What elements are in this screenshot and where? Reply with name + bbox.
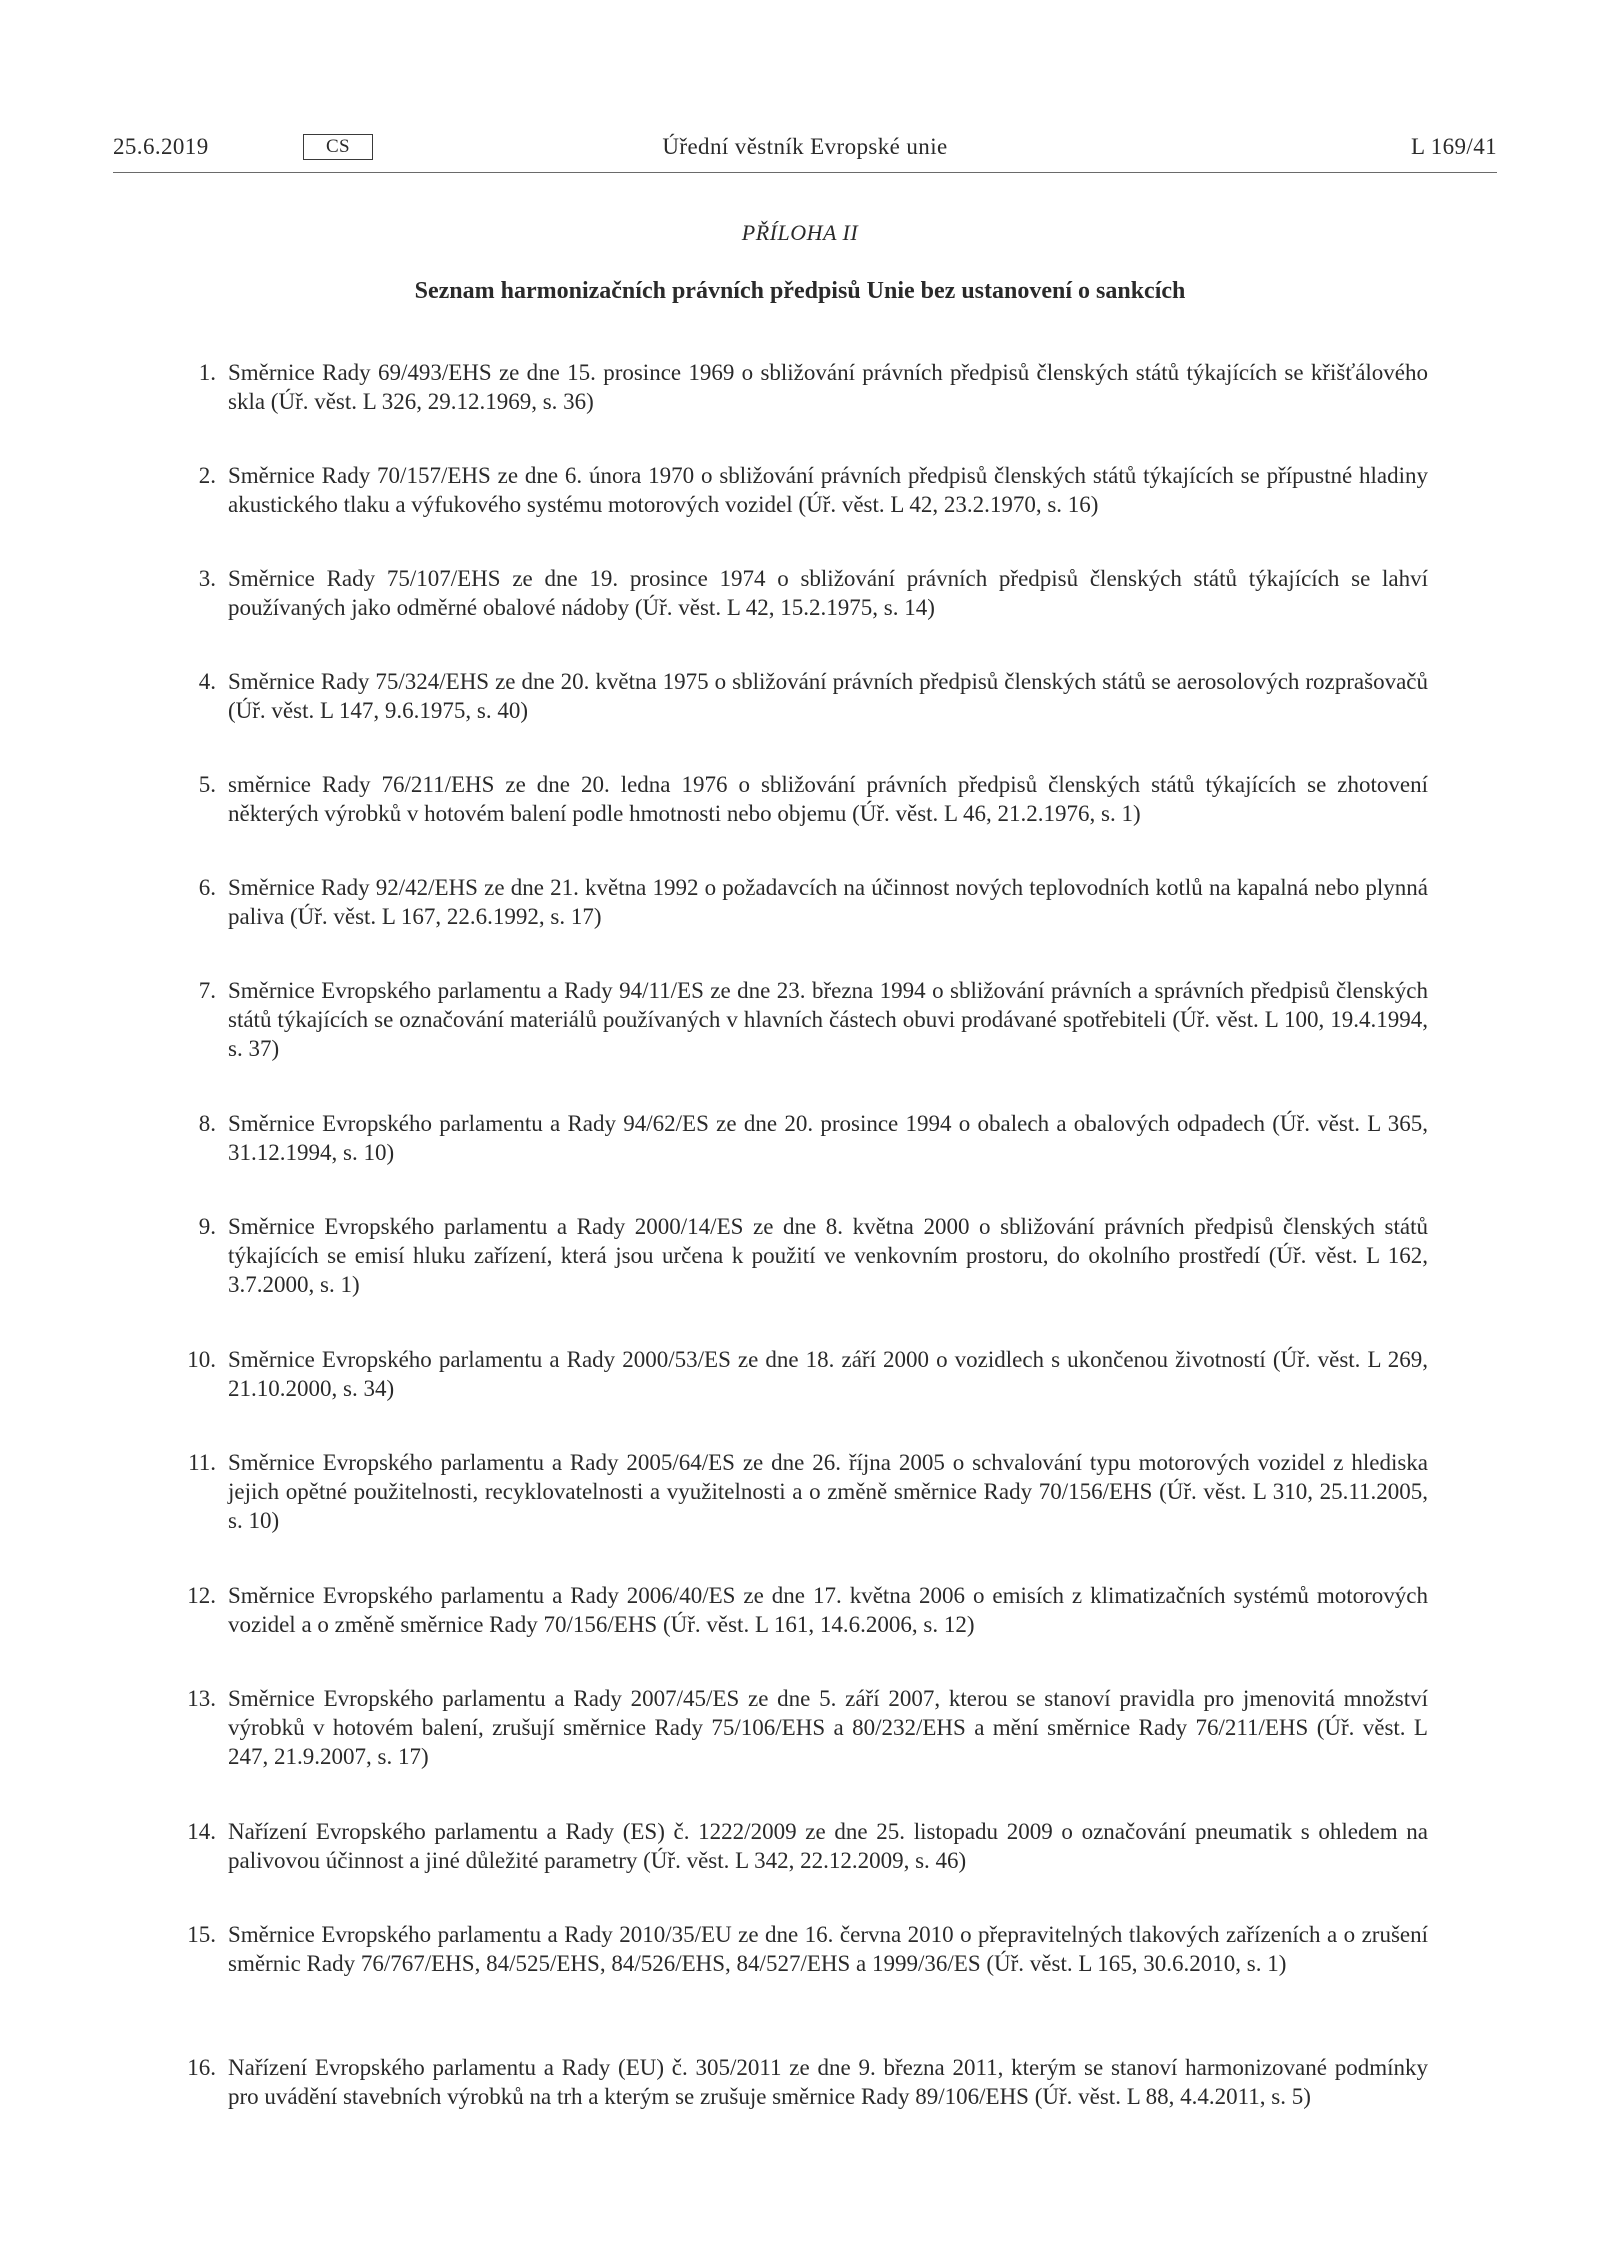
item-text: Směrnice Rady 75/324/EHS ze dne 20. května 1975 o sbližování právních předpisů členských států se aerosolových rozprašovačů (Úř. věst. L 147, 9.6.1975, s. 40) [228, 669, 1428, 723]
item-number: 7. [198, 978, 216, 1003]
item-number: 12. [187, 1583, 216, 1608]
item-text: Směrnice Evropského parlamentu a Rady 2006/40/ES ze dne 17. května 2006 o emisích z klimatizačních systémů motorových vozidel a o změně směrnice Rady 70/156/EHS (Úř. věst. L 161, 14.6.2006, s. 12) [228, 1583, 1428, 1637]
item-text: Směrnice Rady 70/157/EHS ze dne 6. února 1970 o sbližování právních předpisů členských států týkajících se přípustné hladiny akustického tlaku a výfukového systému motorových vozidel (Úř. věst. L 42, 23.2.1970, s. 16) [228, 463, 1428, 517]
journal-title: Úřední věstník Evropské unie [662, 134, 948, 159]
item-text: Nařízení Evropského parlamentu a Rady (ES) č. 1222/2009 ze dne 25. listopadu 2009 o označování pneumatik s ohledem na palivovou účinnost a jiné důležité parametry (Úř. věst. L 342, 22.12.2009, s. 46) [228, 1819, 1428, 1873]
item-text: Směrnice Evropského parlamentu a Rady 2005/64/ES ze dne 26. října 2005 o schvalování typu motorových vozidel z hlediska jejich opětné použitelnosti, recyklovatelnosti a využitelnosti a o změně směrnice Rady 70/156/EHS (Úř. věst. L 310, 25.11.2005, s. 10) [228, 1450, 1428, 1533]
item-text: Směrnice Evropského parlamentu a Rady 2000/53/ES ze dne 18. září 2000 o vozidlech s ukončenou životností (Úř. věst. L 269, 21.10.2000, s. 34) [228, 1347, 1428, 1401]
item-text: Směrnice Rady 75/107/EHS ze dne 19. prosince 1974 o sbližování právních předpisů členských států týkajících se lahví používaných jako odměrné obalové nádoby (Úř. věst. L 42, 15.2.1975, s. 14) [228, 566, 1428, 620]
item-number: 2. [198, 463, 216, 488]
item-number: 11. [188, 1450, 216, 1475]
item-text: směrnice Rady 76/211/EHS ze dne 20. ledna 1976 o sbližování právních předpisů členských států týkajících se zhotovení některých výrobků v hotovém balení podle hmotnosti nebo objemu (Úř. věst. L 46, 21.2.1976, s. 1) [228, 772, 1428, 826]
item-number: 3. [198, 566, 216, 591]
item-text: Směrnice Evropského parlamentu a Rady 94/62/ES ze dne 20. prosince 1994 o obalech a obalových odpadech (Úř. věst. L 365, 31.12.1994, s. 10) [228, 1111, 1428, 1165]
item-number: 15. [187, 1922, 216, 1947]
item-number: 5. [198, 772, 216, 797]
item-number: 13. [187, 1686, 216, 1711]
item-number: 16. [187, 2055, 216, 2080]
page-header [113, 132, 1497, 173]
item-text: Směrnice Evropského parlamentu a Rady 2010/35/EU ze dne 16. června 2010 o přepravitelných tlakových zařízeních a o zrušení směrnic Rady 76/767/EHS, 84/525/EHS, 84/526/EHS, 84/527/EHS a 1999/36/ES (Úř. věst. L 165, 30.6.2010, s. 1) [228, 1922, 1428, 1976]
item-text: Směrnice Rady 69/493/EHS ze dne 15. prosince 1969 o sbližování právních předpisů členských států týkajících se křišťálového skla (Úř. věst. L 326, 29.12.1969, s. 36) [228, 360, 1428, 414]
item-number: 10. [187, 1347, 216, 1372]
item-text: Nařízení Evropského parlamentu a Rady (EU) č. 305/2011 ze dne 9. března 2011, kterým se stanoví harmonizované podmínky pro uvádění stavebních výrobků na trh a kterým se zrušuje směrnice Rady 89/106/EHS (Úř. věst. L 88, 4.4.2011, s. 5) [228, 2055, 1428, 2109]
item-number: 9. [198, 1214, 216, 1239]
item-number: 14. [187, 1819, 216, 1844]
annex-title: Seznam harmonizačních právních předpisů Unie bez ustanovení o sankcích [414, 278, 1186, 304]
item-text: Směrnice Evropského parlamentu a Rady 94/11/ES ze dne 23. března 1994 o sbližování právních a správních předpisů členských států týkajících se označování materiálů používaných v hlavních částech obuvi prodávané spotřebiteli (Úř. věst. L 100, 19.4.1994, s. 37) [228, 978, 1428, 1061]
item-text: Směrnice Evropského parlamentu a Rady 2000/14/ES ze dne 8. května 2000 o sbližování právních předpisů členských států týkajících se emisí hluku zařízení, která jsou určena k použití ve venkovním prostoru, do okolního prostředí (Úř. věst. L 162, 3.7.2000, s. 1) [228, 1214, 1428, 1297]
item-text: Směrnice Evropského parlamentu a Rady 2007/45/ES ze dne 5. září 2007, kterou se stanoví pravidla pro jmenovitá množství výrobků v hotovém balení, zrušují směrnice Rady 75/106/EHS a 80/232/EHS a mění směrnice Rady 76/211/EHS (Úř. věst. L 247, 21.9.2007, s. 17) [228, 1686, 1428, 1769]
page-reference: L 169/41 [1410, 134, 1497, 159]
language-badge: CS [303, 134, 373, 160]
item-number: 4. [198, 669, 216, 694]
annex-label: PŘÍLOHA II [741, 220, 859, 245]
item-number: 6. [198, 875, 216, 900]
item-text: Směrnice Rady 92/42/EHS ze dne 21. května 1992 o požadavcích na účinnost nových teplovodních kotlů na kapalná nebo plynná paliva (Úř. věst. L 167, 22.6.1992, s. 17) [228, 875, 1428, 929]
item-number: 1. [198, 360, 216, 385]
item-number: 8. [198, 1111, 216, 1136]
publication-date: 25.6.2019 [113, 134, 209, 159]
